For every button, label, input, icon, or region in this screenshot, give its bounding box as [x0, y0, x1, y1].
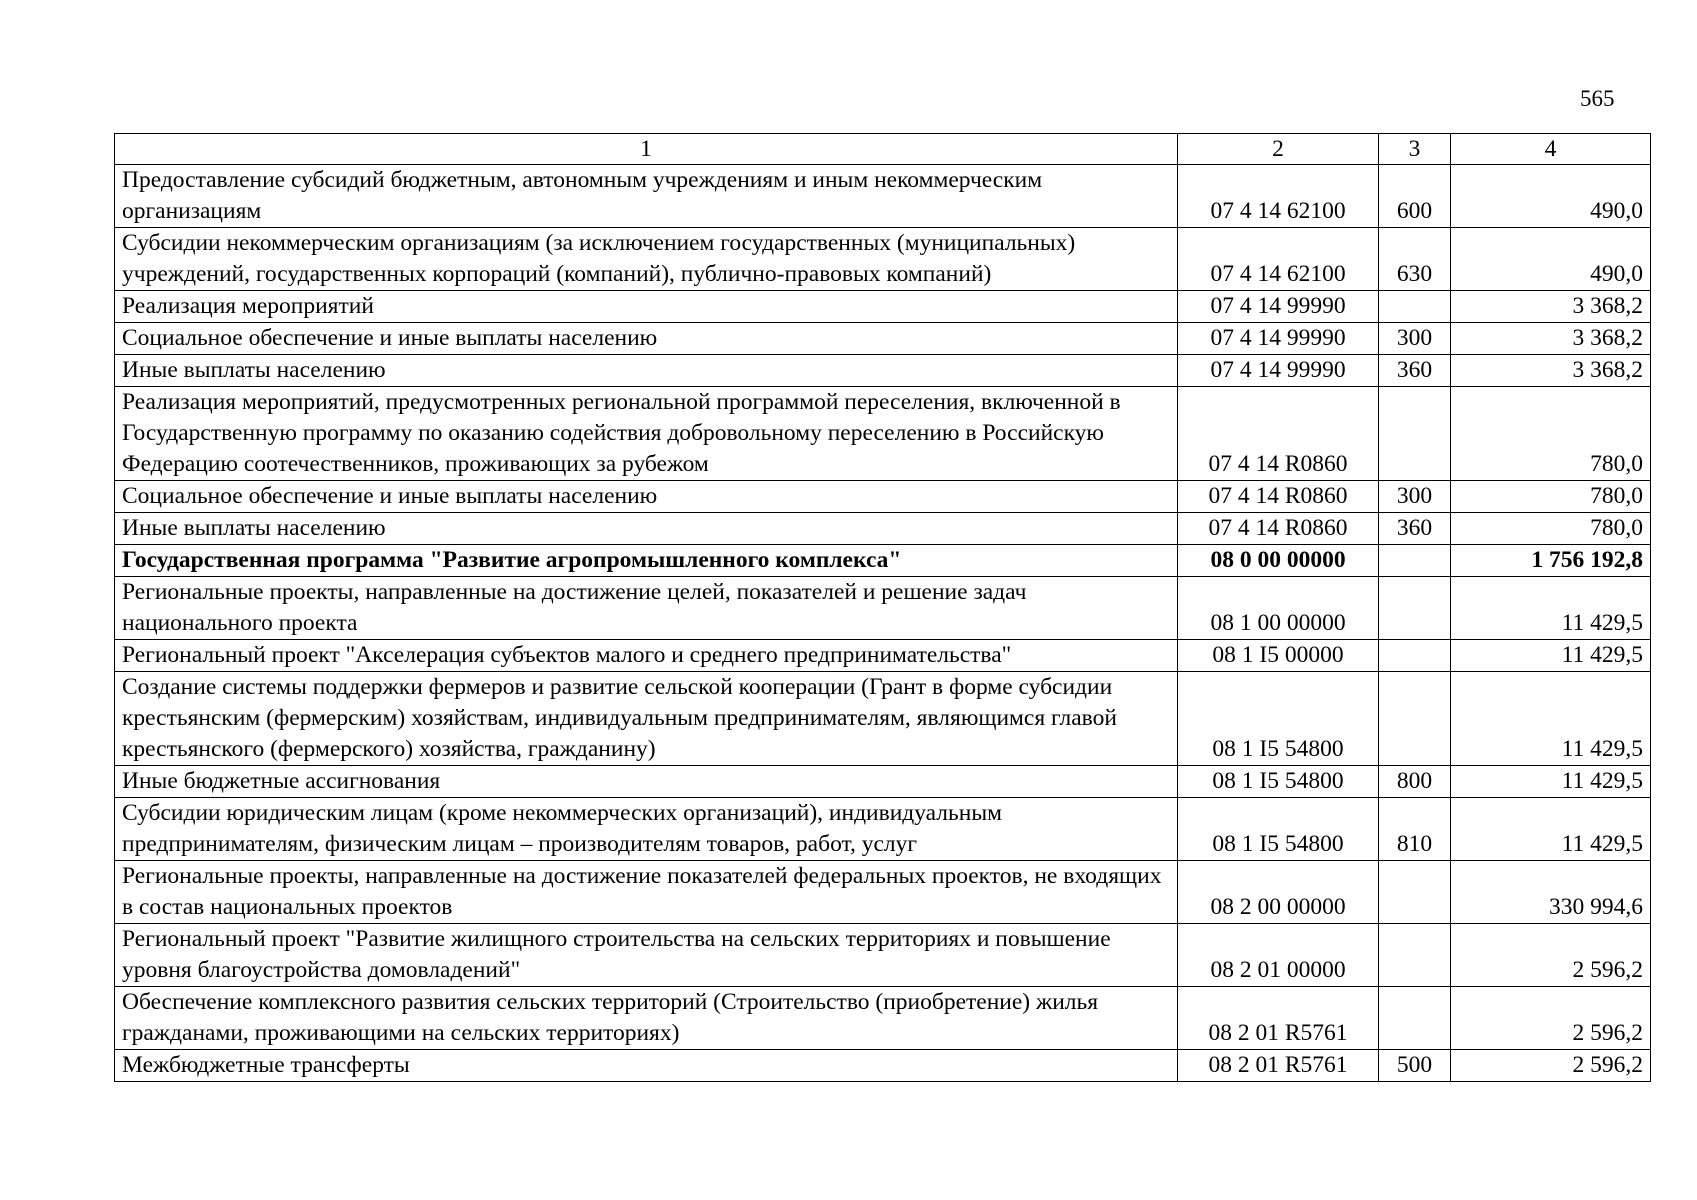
row-name: Реализация мероприятий [115, 291, 1178, 323]
table-row [115, 545, 1651, 577]
table-row [115, 924, 1651, 987]
row-code: 07 4 14 R0860 [1178, 481, 1379, 513]
table-row [115, 355, 1651, 387]
row-expense-type: 360 [1379, 355, 1451, 387]
row-amount: 11 429,5 [1451, 672, 1651, 766]
row-code: 07 4 14 62100 [1178, 228, 1379, 291]
row-code: 08 2 00 00000 [1178, 861, 1379, 924]
row-amount: 780,0 [1451, 513, 1651, 545]
row-code: 08 2 01 R5761 [1178, 987, 1379, 1050]
row-amount: 490,0 [1451, 165, 1651, 228]
row-expense-type [1379, 291, 1451, 323]
row-code: 07 4 14 99990 [1178, 323, 1379, 355]
row-code: 08 1 I5 54800 [1178, 798, 1379, 861]
row-expense-type: 500 [1379, 1050, 1451, 1082]
row-name: Региональный проект "Акселерация субъектов малого и среднего предпринимательства" [115, 640, 1178, 672]
row-expense-type: 300 [1379, 481, 1451, 513]
table-body [115, 165, 1651, 1082]
row-name: Региональные проекты, направленные на достижение показателей федеральных проектов, не входящих в состав национальных проектов [115, 861, 1178, 924]
row-expense-type: 810 [1379, 798, 1451, 861]
row-expense-type: 800 [1379, 766, 1451, 798]
table-row [115, 798, 1651, 861]
row-name: Социальное обеспечение и иные выплаты населению [115, 481, 1178, 513]
row-name: Иные бюджетные ассигнования [115, 766, 1178, 798]
row-code: 08 1 I5 54800 [1178, 766, 1379, 798]
row-code: 07 4 14 99990 [1178, 355, 1379, 387]
row-expense-type: 630 [1379, 228, 1451, 291]
row-code: 08 2 01 00000 [1178, 924, 1379, 987]
row-name: Создание системы поддержки фермеров и развитие сельской кооперации (Грант в форме субсидии крестьянским (фермерским) хозяйствам, индивидуальным предпринимателям, являющимся главой крестьянского (фермерского) хозяйства, гражданину) [115, 672, 1178, 766]
table-row [115, 323, 1651, 355]
row-name: Региональный проект "Развитие жилищного строительства на сельских территориях и повышение уровня благоустройства домовладений" [115, 924, 1178, 987]
row-expense-type [1379, 861, 1451, 924]
row-expense-type: 300 [1379, 323, 1451, 355]
row-amount: 2 596,2 [1451, 924, 1651, 987]
row-name: Региональные проекты, направленные на достижение целей, показателей и решение задач национального проекта [115, 577, 1178, 640]
table-row [115, 228, 1651, 291]
row-name: Субсидии юридическим лицам (кроме некоммерческих организаций), индивидуальным предпринимателям, физическим лицам – производителям товаров, работ, услуг [115, 798, 1178, 861]
row-amount: 11 429,5 [1451, 577, 1651, 640]
table-row [115, 481, 1651, 513]
row-name: Межбюджетные трансферты [115, 1050, 1178, 1082]
budget-table [114, 133, 1651, 1082]
table-row [115, 640, 1651, 672]
row-expense-type [1379, 577, 1451, 640]
row-amount: 330 994,6 [1451, 861, 1651, 924]
table-row [115, 861, 1651, 924]
table-row [115, 577, 1651, 640]
table-row [115, 165, 1651, 228]
table-row [115, 291, 1651, 323]
row-code: 07 4 14 99990 [1178, 291, 1379, 323]
row-expense-type [1379, 545, 1451, 577]
row-expense-type [1379, 924, 1451, 987]
row-expense-type [1379, 987, 1451, 1050]
row-code: 08 2 01 R5761 [1178, 1050, 1379, 1082]
header-row [115, 134, 1651, 165]
header-col-4: 4 [1451, 134, 1651, 165]
row-code: 07 4 14 62100 [1178, 165, 1379, 228]
table-row [115, 672, 1651, 766]
header-col-2: 2 [1178, 134, 1379, 165]
row-amount: 11 429,5 [1451, 766, 1651, 798]
row-amount: 780,0 [1451, 387, 1651, 481]
row-name: Иные выплаты населению [115, 355, 1178, 387]
row-amount: 780,0 [1451, 481, 1651, 513]
row-amount: 490,0 [1451, 228, 1651, 291]
row-expense-type [1379, 387, 1451, 481]
row-expense-type [1379, 672, 1451, 766]
row-code: 07 4 14 R0860 [1178, 387, 1379, 481]
row-name: Обеспечение комплексного развития сельских территорий (Строительство (приобретение) жилья гражданами, проживающими на сельских территориях) [115, 987, 1178, 1050]
row-amount: 3 368,2 [1451, 323, 1651, 355]
header-col-1: 1 [115, 134, 1178, 165]
row-name: Субсидии некоммерческим организациям (за исключением государственных (муниципальных) учреждений, государственных корпораций (компаний), публично-правовых компаний) [115, 228, 1178, 291]
row-expense-type: 600 [1379, 165, 1451, 228]
row-amount: 11 429,5 [1451, 640, 1651, 672]
row-expense-type: 360 [1379, 513, 1451, 545]
row-code: 08 0 00 00000 [1178, 545, 1379, 577]
row-amount: 2 596,2 [1451, 987, 1651, 1050]
row-amount: 2 596,2 [1451, 1050, 1651, 1082]
row-amount: 1 756 192,8 [1451, 545, 1651, 577]
page-number: 565 [1580, 86, 1615, 111]
row-expense-type [1379, 640, 1451, 672]
table-row [115, 987, 1651, 1050]
row-amount: 3 368,2 [1451, 291, 1651, 323]
table-row [115, 513, 1651, 545]
row-amount: 11 429,5 [1451, 798, 1651, 861]
table-row [115, 387, 1651, 481]
row-name: Иные выплаты населению [115, 513, 1178, 545]
row-code: 07 4 14 R0860 [1178, 513, 1379, 545]
row-code: 08 1 I5 00000 [1178, 640, 1379, 672]
header-col-3: 3 [1379, 134, 1451, 165]
row-code: 08 1 00 00000 [1178, 577, 1379, 640]
row-name: Реализация мероприятий, предусмотренных региональной программой переселения, включенной в Государственную программу по оказанию содействия добровольному переселению в Российскую Федерацию соотечественников, проживающих за рубежом [115, 387, 1178, 481]
row-code: 08 1 I5 54800 [1178, 672, 1379, 766]
table-row [115, 766, 1651, 798]
row-name: Социальное обеспечение и иные выплаты населению [115, 323, 1178, 355]
row-name: Предоставление субсидий бюджетным, автономным учреждениям и иным некоммерческим организациям [115, 165, 1178, 228]
row-name: Государственная программа "Развитие агропромышленного комплекса" [115, 545, 1178, 577]
row-amount: 3 368,2 [1451, 355, 1651, 387]
table-row [115, 1050, 1651, 1082]
